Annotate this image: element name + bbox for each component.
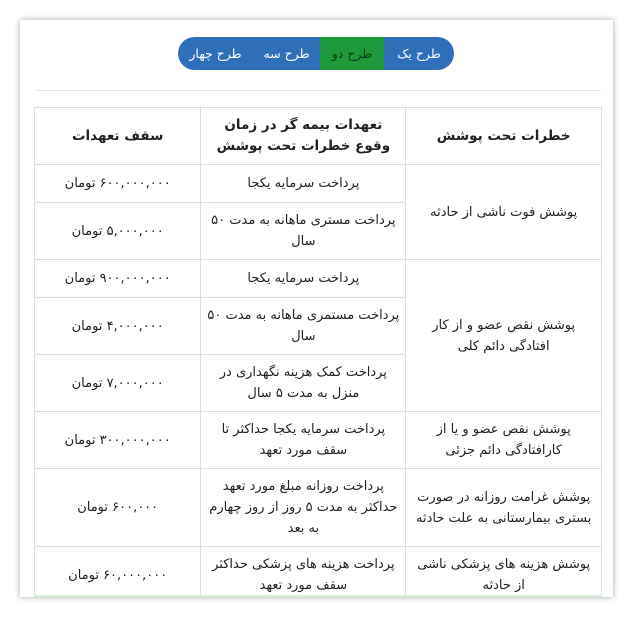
risk-cell: پوشش غرامت روزانه در صورت بستری بیمارستانی به علت حادثه bbox=[406, 469, 602, 547]
header-cap: سقف تعهدات bbox=[35, 108, 201, 165]
tab-plan-three[interactable]: طرح سه bbox=[263, 46, 310, 61]
obligation-cell: پرداخت روزانه مبلغ مورد تعهد حداکثر به مدت ۵ روز از روز چهارم به بعد bbox=[201, 469, 406, 547]
table-header-row bbox=[35, 108, 602, 165]
risk-cell: پوشش هزینه های پزشکی ناشی از حادثه bbox=[406, 547, 602, 598]
table-row bbox=[35, 260, 602, 298]
obligation-cell: پرداخت هزینه های پزشکی حداکثر سقف مورد تعهد bbox=[201, 547, 406, 598]
obligation-cell: پرداخت سرمایه یکجا حداکثر تا سقف مورد تعهد bbox=[201, 412, 406, 469]
obligation-cell: پرداخت مستمری ماهانه به مدت ۵۰ سال bbox=[201, 298, 406, 355]
table-row bbox=[35, 165, 602, 203]
obligation-cell: پرداخت مستری ماهانه به مدت ۵۰ سال bbox=[201, 203, 406, 260]
cap-cell: ۵,۰۰۰,۰۰۰ تومان bbox=[35, 203, 201, 260]
header-risks: خطرات تحت پوشش bbox=[406, 108, 602, 165]
tab-plan-one[interactable]: طرح یک bbox=[397, 46, 441, 61]
cap-cell: ۶۰,۰۰۰,۰۰۰ تومان bbox=[35, 547, 201, 598]
cap-cell: ۳۰۰,۰۰۰,۰۰۰ تومان bbox=[35, 412, 201, 469]
tab-plan-four[interactable]: طرح چهار bbox=[189, 46, 242, 61]
cap-cell: ۴,۰۰۰,۰۰۰ تومان bbox=[35, 298, 201, 355]
header-obligations: تعهدات بیمه گر در زمان وقوع خطرات تحت پوشش bbox=[201, 108, 406, 165]
obligation-cell: پرداخت سرمایه یکجا bbox=[201, 165, 406, 203]
table-row bbox=[35, 412, 602, 469]
plan-tabs bbox=[178, 37, 454, 70]
table-row bbox=[35, 469, 602, 547]
cap-cell: ۹۰۰,۰۰۰,۰۰۰ تومان bbox=[35, 260, 201, 298]
coverage-table bbox=[34, 107, 602, 597]
risk-cell: پوشش نقص عضو و یا از کارافتادگی دائم جزئی bbox=[406, 412, 602, 469]
obligation-cell: پرداخت کمک هزینه نگهداری در منزل به مدت ۵ سال bbox=[201, 355, 406, 412]
table-row bbox=[35, 547, 602, 598]
cap-cell: ۷,۰۰۰,۰۰۰ تومان bbox=[35, 355, 201, 412]
divider bbox=[35, 90, 602, 91]
table-footer-strip bbox=[35, 595, 602, 597]
tab-plan-two[interactable]: طرح دو bbox=[320, 37, 384, 70]
cap-cell: ۶۰۰,۰۰۰ تومان bbox=[35, 469, 201, 547]
risk-cell: پوشش فوت ناشی از حادثه bbox=[406, 165, 602, 260]
plan-card bbox=[20, 20, 613, 597]
risk-cell: پوشش نقص عضو و از کار افتادگی دائم کلی bbox=[406, 260, 602, 412]
cap-cell: ۶۰۰,۰۰۰,۰۰۰ تومان bbox=[35, 165, 201, 203]
obligation-cell: پرداخت سرمایه یکجا bbox=[201, 260, 406, 298]
